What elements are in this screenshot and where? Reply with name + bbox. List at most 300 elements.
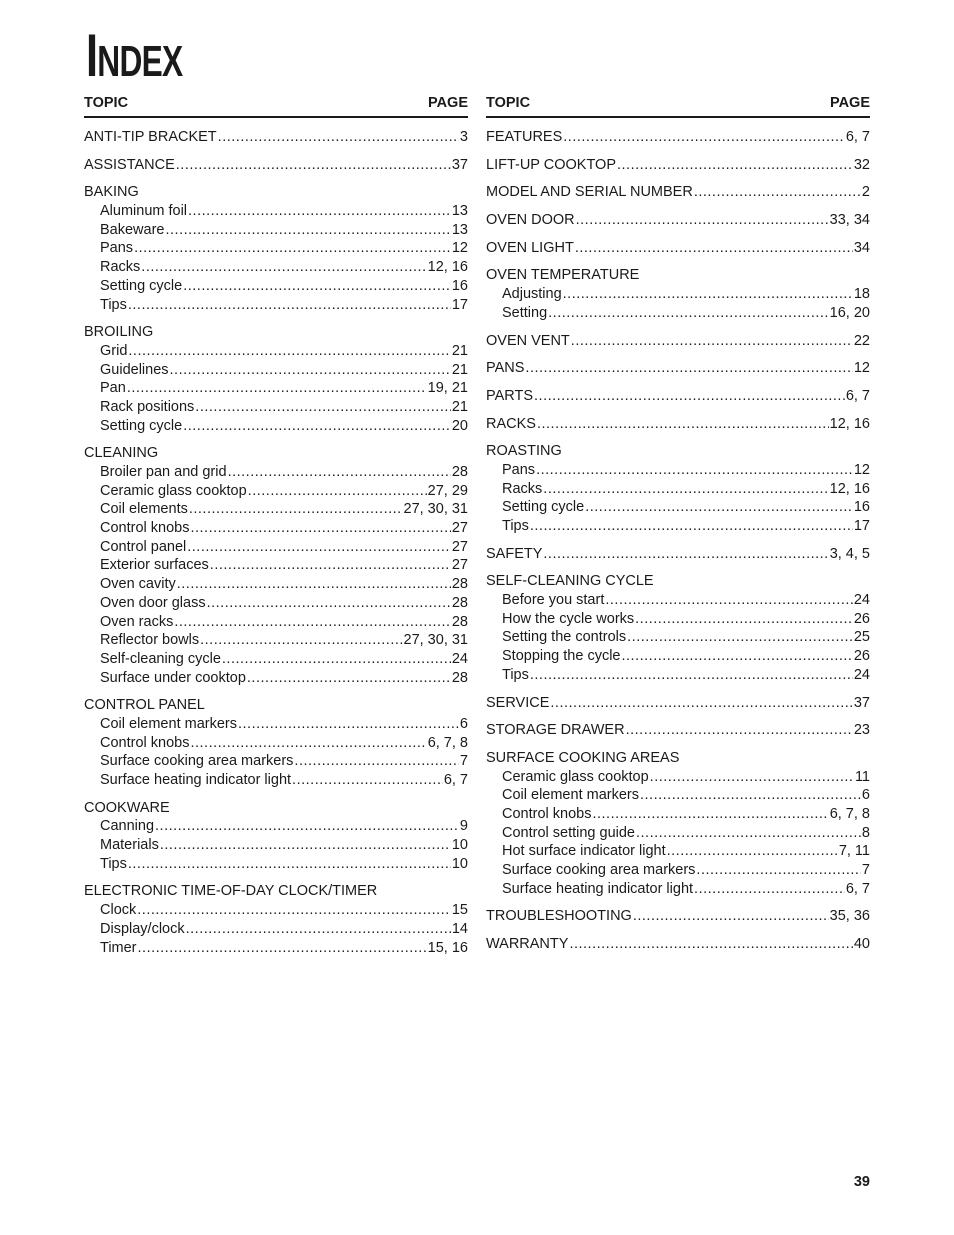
- index-entry: [486, 211, 870, 230]
- entry-topic: Setting the controls: [502, 629, 627, 646]
- index-subentry: [84, 715, 468, 734]
- dot-leader: [128, 342, 450, 361]
- entry-topic: ANTI-TIP BRACKET: [84, 129, 217, 145]
- index-subentry: [486, 824, 870, 843]
- entry-page: 6: [459, 715, 468, 732]
- entry-page: 16: [451, 277, 468, 294]
- index-entry: [84, 323, 468, 342]
- dot-leader: [622, 647, 853, 666]
- entry-topic: OVEN TEMPERATURE: [486, 267, 640, 284]
- index-subentry: [486, 861, 870, 880]
- dot-leader: [127, 379, 427, 398]
- entry-topic: Ceramic glass cooktop: [100, 482, 247, 499]
- entry-page: 9: [459, 818, 468, 835]
- entry-page: 12, 16: [829, 480, 870, 497]
- index-group: [486, 239, 870, 258]
- index-entry: [84, 696, 468, 715]
- entry-page: 21: [451, 398, 468, 415]
- index-entry: [84, 183, 468, 202]
- entry-page: 28: [451, 669, 468, 686]
- entry-page: 3, 4, 5: [829, 545, 870, 562]
- entry-topic: COOKWARE: [84, 799, 170, 816]
- index-column-right: [486, 95, 870, 963]
- entry-page: 25: [853, 629, 870, 646]
- entry-topic: CONTROL PANEL: [84, 697, 205, 714]
- dot-leader: [530, 666, 853, 685]
- dot-leader: [228, 463, 451, 482]
- dot-leader: [190, 519, 450, 538]
- entry-topic: Grid: [100, 342, 128, 359]
- dot-leader: [294, 752, 459, 771]
- entry-page: 37: [853, 694, 870, 711]
- index-subentry: [84, 482, 468, 501]
- dot-leader: [248, 482, 427, 501]
- entry-page: 26: [853, 648, 870, 665]
- dot-leader: [207, 594, 451, 613]
- entry-topic: OVEN LIGHT: [486, 239, 574, 256]
- entry-page: 21: [451, 342, 468, 359]
- entry-page: 27, 30, 31: [403, 632, 468, 649]
- entry-page: 21: [451, 361, 468, 378]
- entry-page: 27: [451, 557, 468, 574]
- index-subentry: [486, 610, 870, 629]
- entry-topic: Reflector bowls: [100, 632, 200, 649]
- index-group: [486, 359, 870, 378]
- entry-topic: SURFACE COOKING AREAS: [486, 749, 680, 766]
- entry-page: 16, 20: [829, 304, 870, 321]
- index-entry: [486, 239, 870, 258]
- entry-topic: Control panel: [100, 538, 187, 555]
- index-entry: [486, 572, 870, 591]
- entry-topic: OVEN DOOR: [486, 212, 575, 229]
- index-subentry: [84, 855, 468, 874]
- entry-page: 26: [853, 610, 870, 627]
- dot-leader: [667, 842, 838, 861]
- entry-page: 17: [853, 518, 870, 534]
- index-subentry: [486, 461, 870, 480]
- index-entries-left: [84, 128, 468, 957]
- entry-topic: RACKS: [486, 415, 536, 432]
- dot-leader: [170, 361, 451, 380]
- entry-topic: Hot surface indicator light: [502, 843, 666, 860]
- index-subentry: [486, 285, 870, 304]
- entry-page: 6, 7, 8: [427, 734, 468, 751]
- index-subentry: [486, 517, 870, 536]
- index-subentry: [486, 647, 870, 666]
- index-entry: [84, 128, 468, 147]
- index-subentry: [84, 202, 468, 221]
- entry-page: 27, 29: [427, 482, 468, 499]
- index-subentry: [84, 901, 468, 920]
- entry-page: 6, 7: [443, 772, 468, 788]
- entry-page: 35, 36: [829, 908, 870, 925]
- topic-header: TOPIC: [486, 95, 531, 111]
- entry-topic: Guidelines: [100, 361, 169, 378]
- entry-page: 12, 16: [427, 259, 468, 276]
- entry-topic: Rack positions: [100, 398, 195, 415]
- index-subentry: [84, 752, 468, 771]
- index-entry: [486, 721, 870, 740]
- index-entry: [84, 799, 468, 818]
- entry-page: 19, 21: [427, 380, 468, 397]
- entry-topic: ROASTING: [486, 443, 562, 460]
- column-header-right: [486, 95, 870, 118]
- index-subentry: [84, 417, 468, 436]
- dot-leader: [238, 715, 459, 734]
- index-subentry: [84, 519, 468, 538]
- entry-page: 12: [451, 240, 468, 257]
- dot-leader: [292, 771, 443, 790]
- index-subentry: [486, 805, 870, 824]
- entry-page: 28: [451, 613, 468, 630]
- index-group: [84, 882, 468, 957]
- dot-leader: [186, 920, 451, 939]
- page-header: PAGE: [829, 95, 870, 111]
- entry-topic: Setting cycle: [100, 417, 183, 434]
- entry-page: 24: [451, 650, 468, 667]
- entry-page: 7, 11: [838, 843, 870, 860]
- dot-leader: [525, 359, 852, 378]
- dot-leader: [155, 817, 459, 836]
- index-group: [486, 387, 870, 406]
- entry-page: 24: [853, 666, 870, 683]
- dot-leader: [617, 156, 853, 175]
- dot-leader: [563, 128, 845, 147]
- dot-leader: [605, 591, 853, 610]
- index-subentry: [84, 398, 468, 417]
- entry-page: 27, 30, 31: [403, 501, 468, 518]
- index-subentry: [486, 666, 870, 685]
- index-subentry: [84, 650, 468, 669]
- entry-page: 12: [853, 360, 870, 377]
- entry-topic: ELECTRONIC TIME-OF-DAY CLOCK/TIMER: [84, 883, 378, 900]
- entry-topic: Pan: [100, 380, 126, 397]
- dot-leader: [188, 202, 451, 221]
- index-subentry: [84, 239, 468, 258]
- entry-topic: Surface cooking area markers: [100, 753, 294, 770]
- index-subentry: [486, 786, 870, 805]
- index-group: [486, 721, 870, 740]
- entry-topic: Setting: [502, 304, 548, 321]
- dot-leader: [550, 694, 852, 713]
- entry-page: 2: [861, 184, 870, 201]
- entry-topic: Canning: [100, 818, 155, 835]
- entry-page: 12: [853, 461, 870, 478]
- dot-leader: [134, 239, 451, 258]
- dot-leader: [636, 824, 861, 843]
- dot-leader: [138, 939, 427, 958]
- index-subentry: [84, 500, 468, 519]
- page-title: [86, 22, 183, 89]
- dot-leader: [650, 768, 854, 787]
- index-entry: [486, 907, 870, 926]
- column-header-left: [84, 95, 468, 118]
- entry-topic: Self-cleaning cycle: [100, 650, 221, 667]
- dot-leader: [187, 538, 451, 557]
- entry-page: 3: [459, 129, 468, 145]
- dot-leader: [536, 461, 853, 480]
- entry-topic: PARTS: [486, 387, 534, 404]
- entry-topic: SAFETY: [486, 545, 543, 562]
- entry-topic: TROUBLESHOOTING: [486, 908, 632, 925]
- entry-page: 12, 16: [829, 415, 870, 432]
- entry-topic: Coil element markers: [100, 715, 237, 732]
- dot-leader: [537, 415, 829, 434]
- entry-topic: Adjusting: [502, 286, 562, 303]
- entry-topic: Materials: [100, 837, 159, 854]
- entry-topic: SELF-CLEANING CYCLE: [486, 573, 654, 590]
- index-group: [486, 332, 870, 351]
- entry-topic: Bakeware: [100, 221, 165, 238]
- dot-leader: [141, 258, 426, 277]
- entry-topic: Surface under cooktop: [100, 669, 246, 686]
- entry-topic: Oven racks: [100, 613, 174, 630]
- index-entry: [486, 183, 870, 202]
- entry-topic: BAKING: [84, 184, 139, 201]
- entry-topic: Tips: [100, 296, 127, 313]
- entry-topic: MODEL AND SERIAL NUMBER: [486, 184, 693, 201]
- entry-topic: Control knobs: [100, 520, 190, 537]
- index-subentry: [84, 556, 468, 575]
- entry-topic: SERVICE: [486, 694, 550, 711]
- dot-leader: [222, 650, 451, 669]
- index-group: [84, 323, 468, 435]
- entry-topic: Coil elements: [100, 501, 188, 518]
- dot-leader: [247, 669, 451, 688]
- entry-page: 8: [861, 824, 870, 841]
- index-group: [84, 183, 468, 314]
- index-entry: [486, 387, 870, 406]
- index-column-left: [84, 95, 468, 966]
- entry-page: 13: [451, 221, 468, 238]
- index-subentry: [84, 575, 468, 594]
- entry-topic: Surface heating indicator light: [100, 772, 292, 788]
- dot-leader: [534, 387, 845, 406]
- entry-page: 17: [451, 296, 468, 313]
- entry-page: 10: [451, 837, 468, 854]
- index-group: [84, 696, 468, 789]
- index-subentry: [84, 939, 468, 958]
- entry-page: 18: [853, 286, 870, 303]
- index-subentry: [84, 734, 468, 753]
- dot-leader: [627, 628, 853, 647]
- entry-topic: Before you start: [502, 592, 605, 609]
- entry-topic: Tips: [100, 855, 127, 872]
- entry-topic: STORAGE DRAWER: [486, 722, 625, 739]
- dot-leader: [696, 861, 861, 880]
- index-subentry: [84, 817, 468, 836]
- index-entry: [486, 935, 870, 954]
- entry-topic: Broiler pan and grid: [100, 464, 227, 480]
- index-group: [486, 545, 870, 564]
- index-group: [84, 156, 468, 175]
- dot-leader: [571, 332, 853, 351]
- dot-leader: [137, 901, 451, 920]
- index-entries-right: [486, 128, 870, 954]
- index-subentry: [84, 258, 468, 277]
- entry-page: 27: [451, 538, 468, 555]
- entry-topic: Setting cycle: [100, 277, 183, 294]
- entry-topic: Control knobs: [502, 805, 592, 822]
- entry-page: 28: [451, 576, 468, 593]
- entry-page: 11: [854, 768, 870, 785]
- index-subentry: [486, 498, 870, 517]
- dot-leader: [200, 631, 402, 650]
- entry-page: 32: [853, 156, 870, 173]
- dot-leader: [160, 836, 451, 855]
- index-subentry: [84, 594, 468, 613]
- index-subentry: [486, 628, 870, 647]
- topic-header: TOPIC: [84, 95, 129, 111]
- index-group: [486, 935, 870, 954]
- index-group: [486, 749, 870, 899]
- index-entry: [84, 444, 468, 463]
- dot-leader: [128, 296, 451, 315]
- dot-leader: [633, 907, 829, 926]
- index-entry: [486, 749, 870, 768]
- entry-topic: How the cycle works: [502, 610, 635, 627]
- entry-topic: Exterior surfaces: [100, 557, 209, 574]
- index-entry: [486, 545, 870, 564]
- dot-leader: [190, 734, 426, 753]
- index-subentry: [84, 296, 468, 315]
- entry-topic: Display/clock: [100, 920, 185, 937]
- dot-leader: [165, 221, 450, 240]
- entry-page: 6, 7: [845, 880, 870, 897]
- index-group: [486, 415, 870, 434]
- entry-topic: Control setting guide: [502, 824, 635, 841]
- entry-topic: PANS: [486, 360, 525, 377]
- index-group: [486, 907, 870, 926]
- entry-topic: Ceramic glass cooktop: [502, 768, 649, 785]
- index-subentry: [84, 669, 468, 688]
- index-subentry: [84, 463, 468, 482]
- index-subentry: [84, 538, 468, 557]
- dot-leader: [575, 239, 853, 258]
- entry-page: 15: [451, 902, 468, 919]
- entry-topic: Clock: [100, 902, 137, 919]
- entry-page: 16: [853, 499, 870, 516]
- entry-topic: BROILING: [84, 324, 154, 341]
- entry-page: 6, 7, 8: [829, 805, 870, 822]
- dot-leader: [626, 721, 853, 740]
- entry-page: 37: [451, 156, 468, 173]
- index-group: [84, 799, 468, 874]
- entry-topic: CLEANING: [84, 445, 159, 462]
- entry-page: 6, 7: [845, 387, 870, 404]
- entry-topic: Stopping the cycle: [502, 648, 621, 665]
- dot-leader: [176, 156, 451, 175]
- entry-page: 15, 16: [427, 939, 468, 956]
- entry-topic: Oven door glass: [100, 594, 206, 611]
- index-subentry: [84, 379, 468, 398]
- entry-topic: LIFT-UP COOKTOP: [486, 156, 616, 173]
- entry-topic: Timer: [100, 939, 137, 956]
- dot-leader: [128, 855, 451, 874]
- entry-topic: Coil element markers: [502, 787, 639, 804]
- entry-page: 6, 7: [845, 129, 870, 145]
- dot-leader: [640, 786, 861, 805]
- index-entry: [486, 415, 870, 434]
- index-entry: [486, 266, 870, 285]
- index-subentry: [84, 631, 468, 650]
- dot-leader: [177, 575, 451, 594]
- dot-leader: [563, 285, 853, 304]
- dot-leader: [174, 613, 451, 632]
- index-subentry: [84, 277, 468, 296]
- entry-topic: Surface heating indicator light: [502, 880, 694, 897]
- index-subentry: [84, 342, 468, 361]
- index-subentry: [84, 361, 468, 380]
- dot-leader: [530, 517, 853, 536]
- entry-page: 7: [459, 753, 468, 770]
- index-entry: [486, 156, 870, 175]
- entry-topic: ASSISTANCE: [84, 156, 175, 173]
- dot-leader: [183, 277, 451, 296]
- entry-topic: Pans: [100, 240, 134, 257]
- index-entry: [486, 694, 870, 713]
- index-group: [486, 128, 870, 147]
- dot-leader: [218, 128, 459, 147]
- entry-page: 6: [861, 787, 870, 804]
- dot-leader: [543, 480, 828, 499]
- dot-leader: [210, 556, 451, 575]
- page-number: 39: [853, 1174, 870, 1190]
- entry-page: 34: [853, 239, 870, 256]
- entry-page: 40: [853, 936, 870, 953]
- entry-page: 28: [451, 464, 468, 480]
- index-entry: [84, 156, 468, 175]
- dot-leader: [694, 880, 845, 899]
- index-subentry: [84, 771, 468, 790]
- dot-leader: [195, 398, 451, 417]
- entry-page: 14: [451, 920, 468, 937]
- entry-page: 13: [451, 203, 468, 220]
- entry-page: 22: [853, 332, 870, 349]
- index-subentry: [84, 836, 468, 855]
- entry-page: 10: [451, 855, 468, 872]
- dot-leader: [635, 610, 853, 629]
- entry-topic: Racks: [100, 259, 141, 276]
- dot-leader: [183, 417, 451, 436]
- index-subentry: [486, 842, 870, 861]
- entry-topic: Racks: [502, 480, 543, 497]
- index-subentry: [84, 920, 468, 939]
- entry-topic: OVEN VENT: [486, 332, 570, 349]
- dot-leader: [585, 498, 853, 517]
- index-group: [486, 156, 870, 175]
- index-group: [84, 444, 468, 687]
- entry-page: 28: [451, 594, 468, 611]
- index-group: [486, 266, 870, 322]
- index-entry: [84, 882, 468, 901]
- dot-leader: [189, 500, 403, 519]
- entry-topic: Control knobs: [100, 734, 190, 751]
- dot-leader: [543, 545, 828, 564]
- index-group: [486, 211, 870, 230]
- entry-topic: WARRANTY: [486, 936, 569, 953]
- index-entry: [486, 128, 870, 147]
- index-group: [84, 128, 468, 147]
- index-subentry: [486, 480, 870, 499]
- index-subentry: [486, 304, 870, 323]
- entry-page: 20: [451, 417, 468, 434]
- index-subentry: [84, 613, 468, 632]
- entry-topic: Setting cycle: [502, 499, 585, 516]
- entry-topic: Surface cooking area markers: [502, 862, 696, 878]
- index-subentry: [486, 880, 870, 899]
- index-subentry: [486, 768, 870, 787]
